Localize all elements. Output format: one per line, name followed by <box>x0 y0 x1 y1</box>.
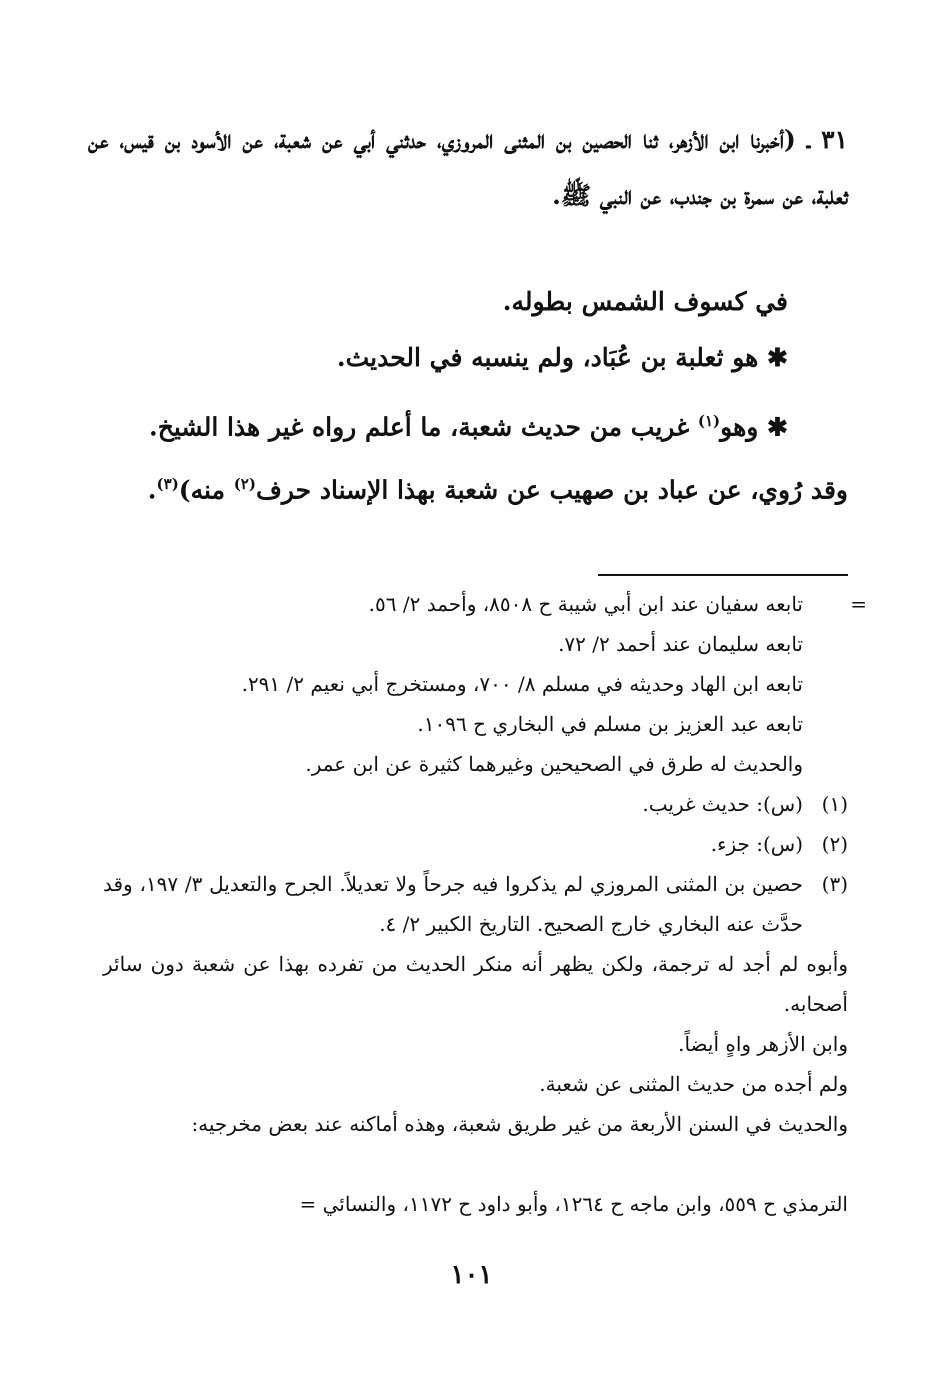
footnote-separator <box>598 574 848 576</box>
footnote-3-paragraph: وابن الأزهر واهٍ أيضاً. <box>678 1032 848 1056</box>
hadith-paragraph <box>88 112 848 224</box>
rowi-end: . <box>147 475 157 505</box>
isnad-text: (أخبرنا ابن الأزهر، ثنا الحصين بن المثنى المروزي، حدثني أبي عن شعبة، عن الأسود بن قيس، عن ثعلبة، عن سمرة بن جندب، عن النبي ﷺ. <box>88 125 848 210</box>
footnote-3-paragraph: ولم أجده من حديث المثنى عن شعبة. <box>539 1072 848 1096</box>
footnote-ref-2: (٢) <box>233 475 256 493</box>
continuation-mark: = <box>850 592 867 616</box>
footnote-ref-3: (٣) <box>156 475 179 493</box>
continuation-line: تابعه ابن الهاد وحديثه في مسلم ٨/ ٧٠٠، ومستخرج أبي نعيم ٢/ ٢٩١. <box>241 672 803 696</box>
star-icon: ✱ <box>767 343 788 372</box>
entry-dash: ـ <box>806 125 811 154</box>
star-note-1 <box>88 330 788 386</box>
footnote-number-3: (٣) <box>821 872 848 896</box>
eclipse-line: في كسوف الشمس بطوله. <box>502 287 788 316</box>
rowi-paragraph <box>88 456 848 518</box>
footnote-3-paragraph: حصين بن المثنى المروزي لم يذكروا فيه جرحاً ولا تعديلاً. الجرح والتعديل ٣/ ١٩٧، وقد حدَّث عنه البخاري خارج الصحيح. التاريخ الكبير ٢/ ٤. <box>103 872 803 936</box>
rowi-text-a: وقد رُوي، عن عباد بن صهيب عن شعبة بهذا الإسناد حرف <box>255 475 848 505</box>
footnote-text-1: (س): حديث غريب. <box>642 792 803 816</box>
rowi-text-b: منه) <box>178 475 225 505</box>
continuation-line: تابعه سفيان عند ابن أبي شيبة ح ٨٥٠٨، وأحمد ٢/ ٥٦. <box>368 592 803 616</box>
footnote-text-2: (س): جزء. <box>710 832 803 856</box>
entry-number: ٣١ <box>821 125 848 154</box>
star-note-2 <box>88 393 788 455</box>
star-icon: ✱ <box>767 412 788 442</box>
footnote-number-1: (١) <box>821 792 848 816</box>
continuation-line: والحديث له طرق في الصحيحين وغيرهما كثيرة عن ابن عمر. <box>305 752 803 776</box>
footnote-3-paragraph: والحديث في السنن الأربعة من غير طريق شعبة، وهذه أماكنه عند بعض مخرجيه: <box>191 1112 848 1136</box>
footnote-number-2: (٢) <box>821 832 848 856</box>
star-note-2-text-a: وهو <box>720 412 759 442</box>
footnote-ref-1: (١) <box>697 412 721 430</box>
continuation-line: تابعه عبد العزيز بن مسلم في البخاري ح ١٠٩٦. <box>417 712 803 736</box>
footnote-3-paragraph: الترمذي ح ٥٥٩، وابن ماجه ح ١٢٦٤، وأبو داود ح ١١٧٢، والنسائي = <box>299 1192 848 1216</box>
continuation-line: تابعه سليمان عند أحمد ٢/ ٧٢. <box>558 632 803 656</box>
footnote-3-paragraph: وأبوه لم أجد له ترجمة، ولكن يظهر أنه منكر الحديث من تفرده بهذا عن شعبة دون سائر أصحابه. <box>103 952 848 1016</box>
page-number: ١٠١ <box>450 1260 493 1290</box>
star-note-2-text-b: غريب من حديث شعبة، ما أعلم رواه غير هذا الشيخ. <box>149 412 690 442</box>
star-note-1-text: هو ثعلبة بن عُبَاد، ولم ينسبه في الحديث. <box>336 343 759 372</box>
